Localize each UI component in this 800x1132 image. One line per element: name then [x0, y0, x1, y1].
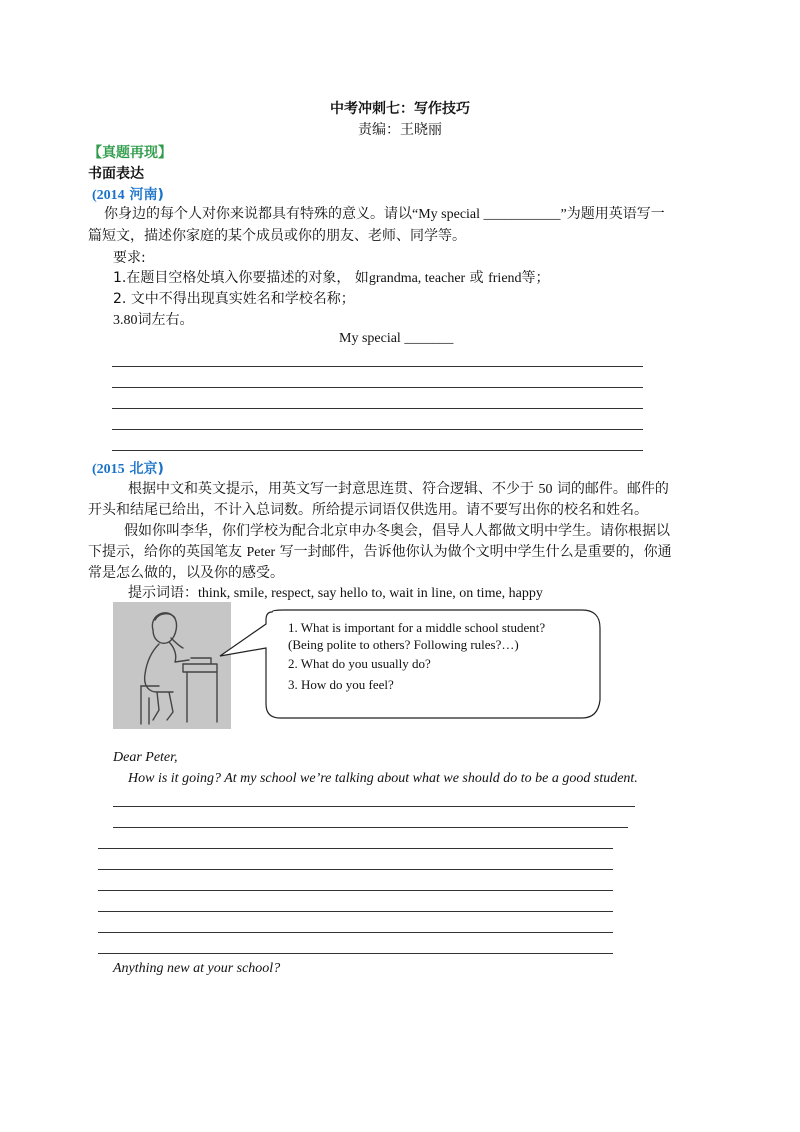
prompt-2015-p2-line3: 常是怎么做的，以及你的感受。 [88, 565, 284, 581]
text-span: 或 [469, 270, 484, 286]
year-tag-2015 [92, 458, 164, 478]
editor-line: 责编：王晓丽 [358, 122, 442, 138]
year-tag-2014 [92, 184, 164, 204]
writing-line [98, 890, 613, 891]
writing-line [112, 366, 643, 367]
writing-line [112, 387, 643, 388]
text-span: “My special ___________” [412, 207, 567, 222]
writing-line [113, 827, 628, 828]
requirements-label: 要求: [113, 250, 146, 266]
text-span: 3.80 [113, 313, 138, 328]
text-span: 写一封邮件，告诉他你认为做个文明中学生什么是重要的，你通 [279, 544, 672, 560]
writing-line [112, 429, 643, 430]
text-span: grandma, teacher [368, 271, 466, 286]
writing-line [98, 932, 613, 933]
text-span: Peter [246, 545, 276, 560]
section-tag: 【真题再现】 [88, 145, 172, 161]
requirement-1 [113, 267, 550, 290]
text-span: 词左右。 [137, 312, 194, 328]
prompt-2014-line1 [104, 203, 665, 226]
writing-line [98, 848, 613, 849]
text-span: 1.在题目空格处填入你要描述的对象， 如 [113, 270, 369, 286]
page-title: 中考冲刺七：写作技巧 [330, 101, 470, 117]
text-span: think, smile, respect, say hello to, wait in line, on time, happy [198, 586, 543, 601]
text-span: 下提示，给你的英国笔友 [88, 544, 242, 560]
section-subhead: 书面表达 [88, 166, 144, 182]
writing-line [112, 408, 643, 409]
requirement-2: 2. 文中不得出现真实姓名和学校名称； [113, 291, 355, 307]
prompt-2015-p2-line2 [88, 541, 672, 564]
writing-line [98, 869, 613, 870]
bubble-question-2: 2. What do you usually do? [288, 656, 431, 671]
bubble-question-1: 1. What is important for a middle school student? [288, 620, 546, 635]
writing-line [98, 911, 613, 912]
text-span: 你身边的每个人对你来说都具有特殊的意义。请以 [104, 206, 412, 222]
text-span: friend [488, 271, 522, 286]
text-span: 提示词语： [128, 585, 198, 601]
writing-line [113, 806, 635, 807]
writing-line [98, 953, 613, 954]
requirement-3 [113, 309, 194, 332]
letter-salutation: Dear Peter, [113, 750, 178, 765]
text-span: 为题用英语写一 [566, 206, 665, 222]
year-place: 河南) [129, 187, 164, 203]
bubble-question-3: 3. How do you feel? [288, 677, 394, 692]
prompt-2015-p2-line1: 假如你叫李华，你们学校为配合北京申办冬奥会，倡导人人都做文明中学生。请你根据以 [124, 523, 670, 539]
prompt-2015-p1-line1 [128, 478, 669, 501]
text-span: 50 [538, 482, 553, 497]
writing-line [112, 450, 643, 451]
year-place: 北京) [129, 461, 164, 477]
prompt-2014-line2: 篇短文，描述你家庭的某个成员或你的朋友、老师、同学等。 [88, 228, 466, 244]
letter-opening: How is it going? At my school we’re talking about what we should do to be a good student. [128, 771, 638, 786]
text-span: 词的邮件。邮件的 [556, 481, 669, 497]
letter-closing: Anything new at your school? [113, 961, 281, 976]
essay-title: My special _______ [339, 331, 454, 346]
year-number: (2014 [92, 188, 125, 203]
prompt-2015-p1-line2: 开头和结尾已给出，不计入总词数。所给提示词语仅供选用。请不要写出你的校名和姓名。 [88, 502, 648, 518]
text-span: 等； [521, 270, 550, 286]
year-number: (2015 [92, 462, 125, 477]
text-span: 根据中文和英文提示，用英文写一封意思连贯、符合逻辑、不少于 [128, 481, 534, 497]
bubble-question-1-hint: (Being polite to others? Following rules?…) [288, 637, 519, 652]
